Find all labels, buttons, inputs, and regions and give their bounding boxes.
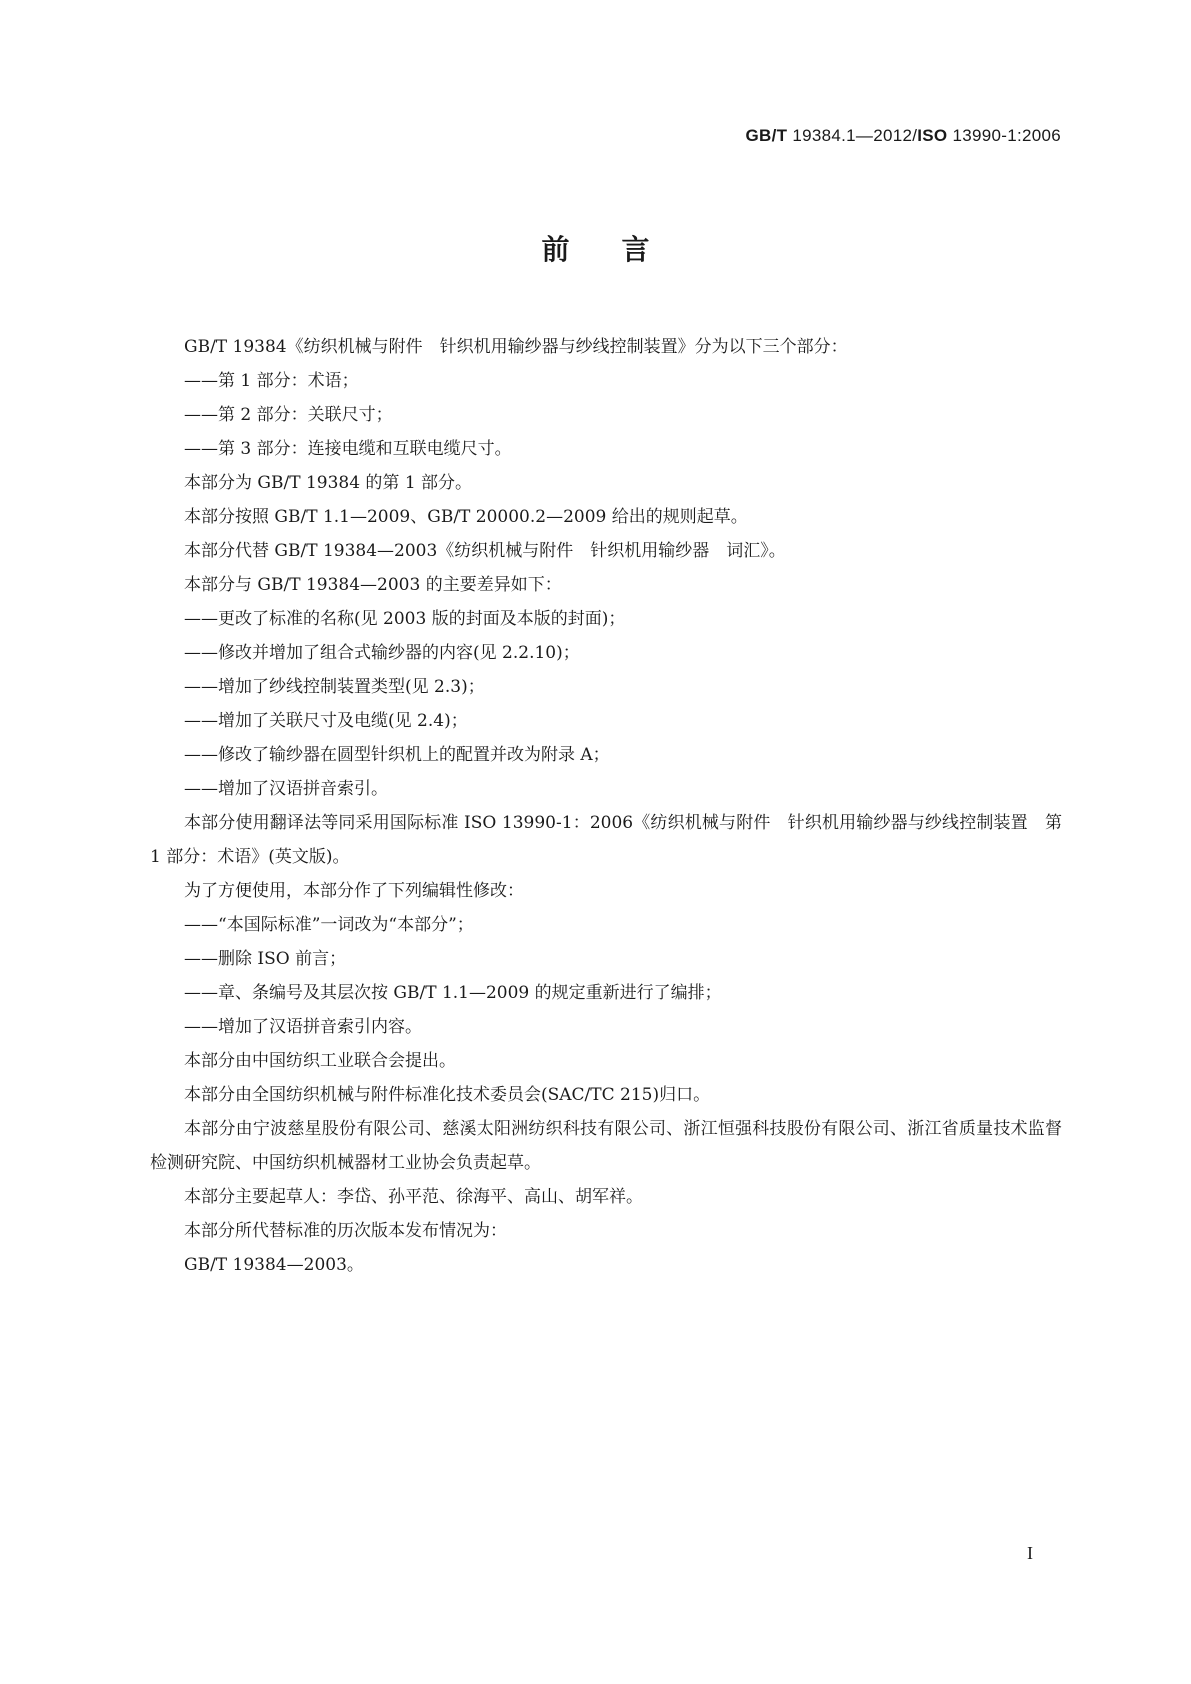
list-item: ——增加了关联尺寸及电缆(见 2.4)；: [184, 711, 468, 731]
paragraph: 为了方便使用，本部分作了下列编辑性修改：: [184, 881, 524, 901]
standard-code-number: 19384.1—2012/: [787, 126, 918, 145]
iso-prefix: ISO: [917, 126, 948, 145]
paragraph: 本部分由宁波慈星股份有限公司、慈溪太阳洲纺织科技有限公司、浙江恒强科技股份有限公司、浙江省质量技术监督检测研究院、中国纺织机械器材工业协会负责起草。: [150, 1119, 1062, 1173]
foreword-body: [150, 330, 1062, 1282]
paragraph: 本部分与 GB/T 19384—2003 的主要差异如下：: [184, 575, 562, 595]
paragraph: GB/T 19384《纺织机械与附件 针织机用输纱器与纱线控制装置》分为以下三个部分：: [184, 337, 848, 357]
paragraph: 本部分使用翻译法等同采用国际标准 ISO 13990-1：2006《纺织机械与附件 针织机用输纱器与纱线控制装置 第 1 部分：术语》(英文版)。: [150, 813, 1062, 867]
iso-code-number: 13990-1:2006: [947, 126, 1061, 145]
list-item: ——第 3 部分：连接电缆和互联电缆尺寸。: [184, 439, 512, 459]
page-title: 前言: [541, 233, 702, 266]
list-item: ——修改并增加了组合式输纱器的内容(见 2.2.10)；: [184, 643, 580, 663]
list-item: ——删除 ISO 前言；: [184, 949, 347, 969]
page-number: I: [1027, 1543, 1033, 1563]
list-item: ——修改了输纱器在圆型针织机上的配置并改为附录 A；: [184, 745, 610, 765]
list-item: ——第 1 部分：术语；: [184, 371, 359, 391]
paragraph: GB/T 19384—2003。: [184, 1255, 364, 1275]
paragraph: 本部分主要起草人：李岱、孙平范、徐海平、高山、胡军祥。: [184, 1187, 643, 1207]
list-item: ——“本国际标准”一词改为“本部分”；: [184, 915, 474, 935]
paragraph: 本部分由全国纺织机械与附件标准化技术委员会(SAC/TC 215)归口。: [184, 1085, 711, 1105]
list-item: ——章、条编号及其层次按 GB/T 1.1—2009 的规定重新进行了编排；: [184, 983, 722, 1003]
paragraph: 本部分所代替标准的历次版本发布情况为：: [184, 1221, 507, 1241]
list-item: ——增加了汉语拼音索引。: [184, 779, 388, 799]
list-item: ——第 2 部分：关联尺寸；: [184, 405, 393, 425]
paragraph: 本部分代替 GB/T 19384—2003《纺织机械与附件 针织机用输纱器 词汇》。: [184, 541, 786, 561]
list-item: ——增加了纱线控制装置类型(见 2.3)；: [184, 677, 485, 697]
list-item: ——更改了标准的名称(见 2003 版的封面及本版的封面)；: [184, 609, 626, 629]
standard-code-prefix: GB/T: [745, 126, 788, 145]
standard-code-header: [746, 126, 1061, 146]
paragraph: 本部分为 GB/T 19384 的第 1 部分。: [184, 473, 473, 493]
paragraph: 本部分按照 GB/T 1.1—2009、GB/T 20000.2—2009 给出的规则起草。: [184, 507, 748, 527]
paragraph: 本部分由中国纺织工业联合会提出。: [184, 1051, 456, 1071]
list-item: ——增加了汉语拼音索引内容。: [184, 1017, 422, 1037]
